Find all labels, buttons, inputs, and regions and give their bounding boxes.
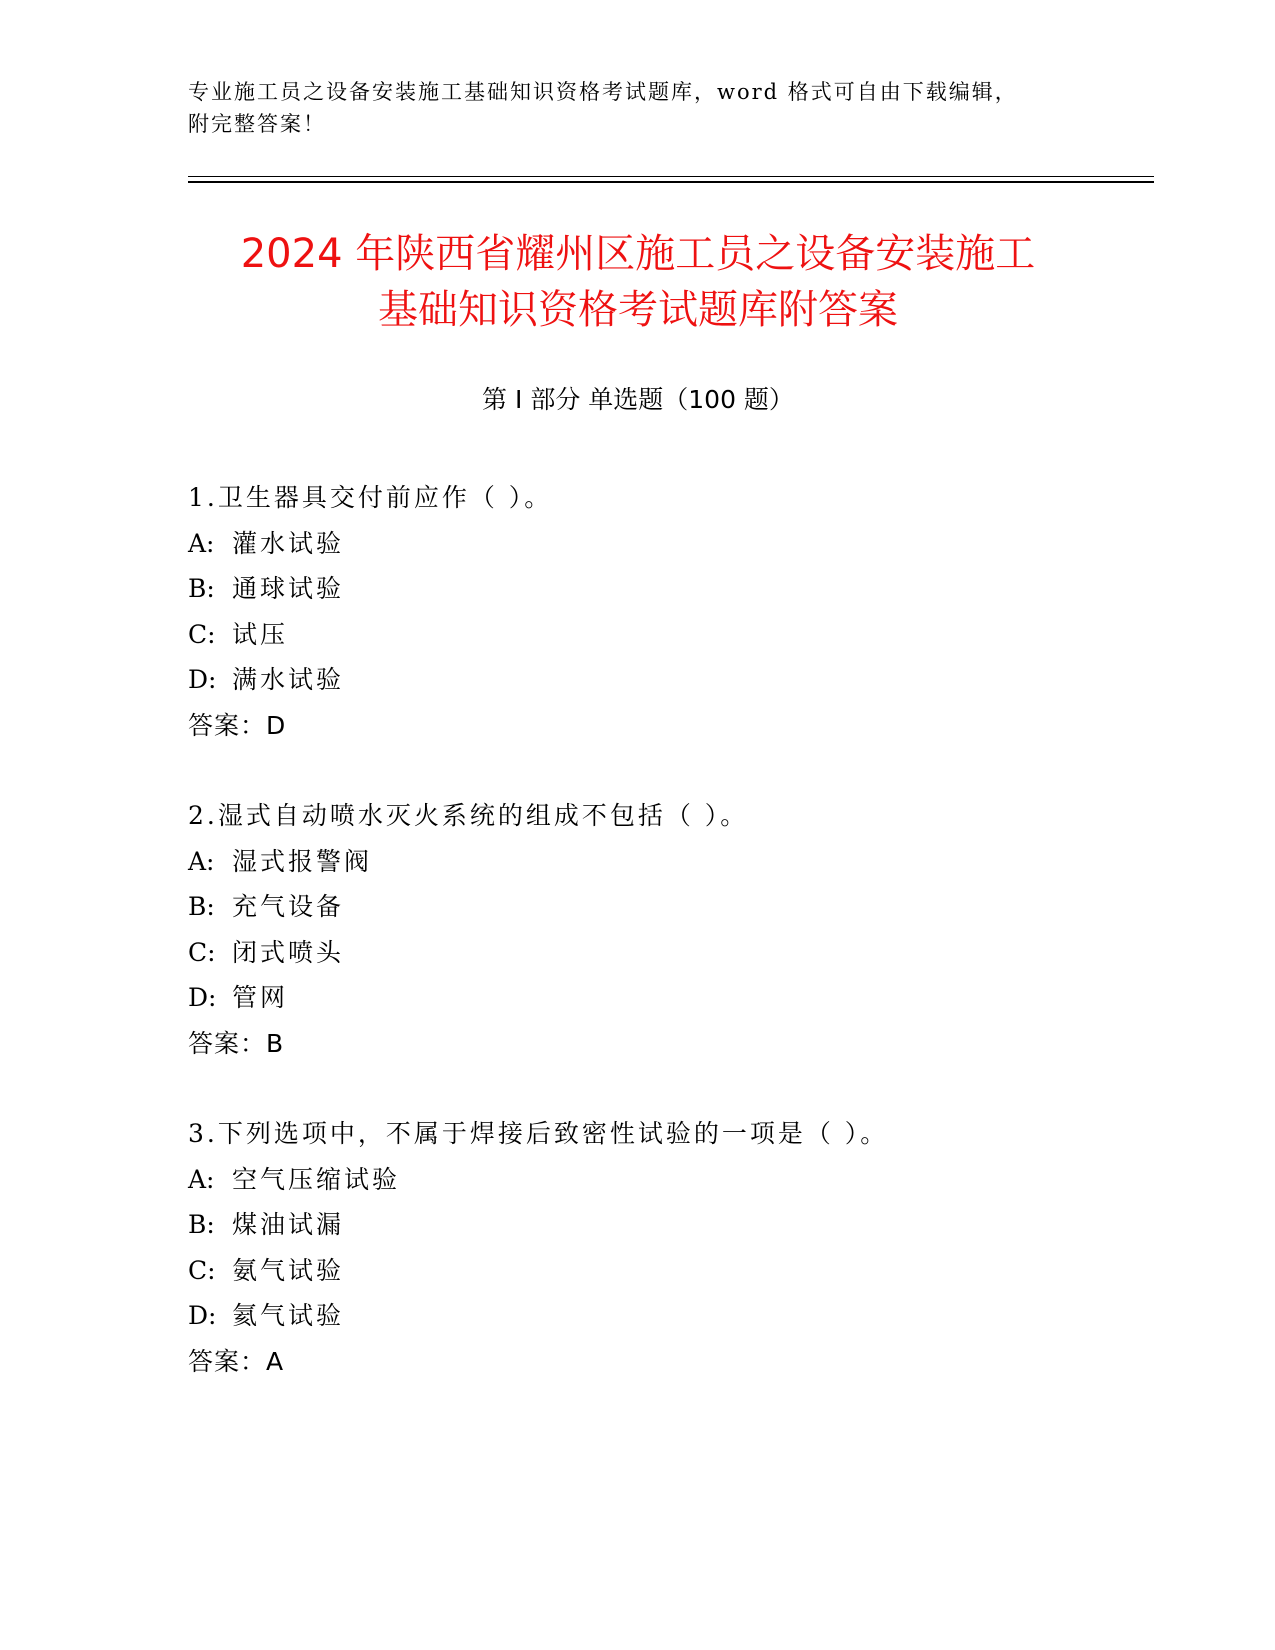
option-text: 湿式报警阀: [232, 846, 373, 876]
section-title: 第 I 部分 单选题（100 题）: [482, 385, 794, 414]
option-c: [188, 930, 1148, 976]
option-letter: D:: [188, 983, 217, 1012]
option-letter: B:: [188, 1210, 215, 1239]
option-letter: C:: [188, 619, 216, 649]
question-stem: 2.湿式自动喷水灭火系统的组成不包括（ ）。: [188, 801, 749, 830]
option-letter: D:: [188, 665, 217, 694]
answer-label: 答案：: [188, 710, 267, 740]
option-text: 闭式喷头: [232, 937, 345, 967]
option-text: 氨气试验: [232, 1255, 345, 1285]
document-title-line-1: 2024 年陕西省耀州区施工员之设备安装施工: [240, 231, 1036, 277]
answer-label: 答案：: [188, 1346, 267, 1376]
option-text: 通球试验: [232, 574, 345, 603]
question-2: [188, 793, 1148, 1111]
option-text: 空气压缩试验: [232, 1164, 401, 1194]
document-title: [188, 226, 1088, 338]
option-c: [188, 1248, 1148, 1294]
question-3: [188, 1111, 1148, 1429]
header-note: [188, 76, 1088, 140]
option-text: 管网: [232, 983, 289, 1012]
option-letter: C:: [188, 1255, 216, 1285]
option-text: 满水试验: [232, 665, 345, 694]
answer-value: A: [266, 1346, 285, 1376]
option-text: 煤油试漏: [232, 1210, 345, 1239]
option-b: [188, 884, 1148, 930]
question-list: [188, 475, 1148, 1429]
question-stem: 1.卫生器具交付前应作（ ）。: [188, 483, 553, 512]
answer-value: D: [266, 710, 287, 740]
answer-line: [188, 1339, 1148, 1385]
option-letter: A:: [188, 1164, 215, 1194]
option-a: [188, 521, 1148, 567]
question-1: [188, 475, 1148, 793]
option-a: [188, 1157, 1148, 1203]
option-letter: A:: [188, 528, 215, 558]
option-letter: C:: [188, 937, 216, 967]
option-text: 充气设备: [232, 892, 345, 921]
option-text: 氦气试验: [232, 1301, 345, 1330]
document-title-line-2: 基础知识资格考试题库附答案: [378, 287, 898, 333]
answer-line: [188, 1021, 1148, 1067]
option-letter: D:: [188, 1301, 217, 1330]
option-b: [188, 566, 1148, 612]
header-note-line-2: 附完整答案！: [188, 112, 326, 136]
option-letter: A:: [188, 846, 215, 876]
option-letter: B:: [188, 574, 215, 603]
option-b: [188, 1202, 1148, 1248]
answer-line: [188, 703, 1148, 749]
answer-label: 答案：: [188, 1028, 267, 1058]
option-text: 试压: [232, 619, 289, 649]
option-a: [188, 839, 1148, 885]
option-d: [188, 975, 1148, 1021]
option-letter: B:: [188, 892, 215, 921]
option-d: [188, 1293, 1148, 1339]
header-note-line-1: 专业施工员之设备安装施工基础知识资格考试题库，word 格式可自由下载编辑，: [188, 80, 1018, 104]
option-c: [188, 612, 1148, 658]
option-text: 灌水试验: [232, 528, 345, 558]
header-divider-thick: [188, 181, 1154, 183]
answer-value: B: [266, 1028, 285, 1058]
question-stem: 3.下列选项中，不属于焊接后致密性试验的一项是（ ）。: [188, 1119, 889, 1148]
header-divider-thin: [188, 176, 1154, 177]
option-d: [188, 657, 1148, 703]
